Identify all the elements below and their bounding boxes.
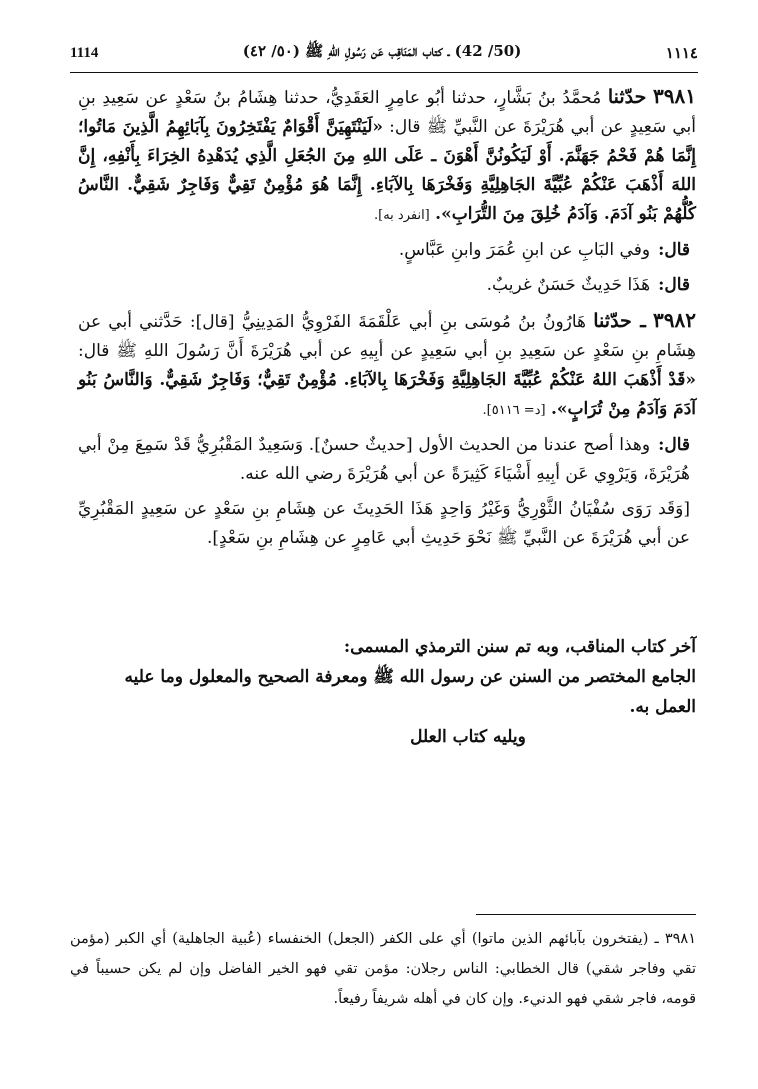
qal-text: وهذا أصح عندنا من الحديث الأول [حديثٌ حسنٌ]. وَسَعِيدٌ المَقْبُرِيُّ قَدْ سَمِعَ مِنْ أبي هُرَيْرَةَ، وَيَرْوِي عَن أبِيهِ أَشْيَاءَ كَثِيرَةً عن أبي هُرَيْرَةَ رضي الله عنه. bbox=[78, 435, 690, 484]
page-number-latin: 1114 bbox=[70, 44, 99, 61]
qal-paragraph bbox=[78, 431, 696, 489]
qal-paragraph bbox=[78, 236, 696, 265]
footnote-divider bbox=[476, 914, 696, 915]
closing-line: الجامع المختصر من السنن عن رسول الله ﷺ ومعرفة الصحيح والمعلول وما عليه العمل به. bbox=[124, 667, 696, 717]
hadith-matn: «لَيَنْتَهِيَنَّ أَقْوَامٌ يَفْتَخِرُونَ بِآبَائِهِمُ الَّذِينَ مَاتُوا؛ إِنَّمَا هُمْ فَحْمُ جَهَنَّمَ. أَوْ لَيَكُونُنَّ أَهْوَنَ ـ عَلَى اللهِ مِنَ الجُعَلِ الَّذِي يُدَهْدِهُ الخِرَاءَ بِأَنْفِهِ، إِنَّ اللهَ أَذْهَبَ عَنْكُمْ عُبِّيَّةَ الجَاهِلِيَّةِ وَفَخْرَهَا بِالآبَاءِ. إِنَّمَا هُوَ مُؤْمِنٌ تَقِيٌّ وَفَاجِرٌ شَقِيٌّ. النَّاسُ كُلُّهُمْ بَنُو آدَمَ. وَآدَمُ خُلِقَ مِنَ التُّرَابِ». bbox=[78, 117, 696, 224]
hadith-isnad: هَارُونُ بنُ مُوسَى بنِ أبي عَلْقَمَةَ الفَرْوِيُّ المَدِينِيُّ [قال]: حَدَّثني أبي عن هِشَامِ بنِ سَعْدٍ عن سَعِيدِ بنِ أبي سَعِيدٍ عن أبِيهِ عن أبي هُرَيْرَةَ أَنَّ رَسُولَ اللهِ ﷺ قال: bbox=[78, 312, 696, 361]
page-number-arabic: ١١١٤ bbox=[665, 45, 698, 62]
hadith-number: ٣٩٨٢ bbox=[653, 308, 697, 332]
qal-label: قال: bbox=[658, 275, 690, 295]
hadith-number: ٣٩٨١ bbox=[653, 84, 697, 108]
closing-line: آخر كتاب المناقب، وبه تم سنن الترمذي المسمى: bbox=[343, 637, 696, 657]
hadith-note: [انفرد به]. bbox=[373, 208, 430, 223]
qal-text: هَذَا حَدِيثٌ حَسَنٌ غريبٌ. bbox=[486, 275, 651, 295]
main-text bbox=[78, 82, 696, 559]
book-closing bbox=[90, 632, 696, 752]
page-header bbox=[70, 38, 698, 73]
hadith-note: [د= ٥١١٦]. bbox=[482, 403, 546, 418]
qal-paragraph bbox=[78, 271, 696, 300]
hadith-3982 bbox=[78, 306, 696, 425]
qal-label: قال: bbox=[658, 240, 690, 260]
closing-line: ويليه كتاب العلل bbox=[410, 727, 526, 747]
hadith-lead: حدّثنا bbox=[607, 86, 647, 108]
hadith-3981 bbox=[78, 82, 696, 230]
hadith-lead: ـ حدّثنا bbox=[593, 310, 646, 332]
hadith-isnad: مُحمَّدُ بنُ بَشَّارٍ، حدثنا أبُو عامِرٍ العَقَدِيُّ، حدثنا هِشَامُ بنُ سَعْدٍ عن سَعِيدِ بنِ أبي سَعِيدٍ عن أبي هُرَيْرَةَ عن النَّبيِّ ﷺ قال: bbox=[78, 88, 696, 137]
footnote: ٣٩٨١ ـ (يفتخرون بآبائهم الذين ماتوا) أي على الكفر (الجعل) الخنفساء (عُبية الجاهلية) أي الكبر (مؤمن تقي وفاجر شقي) قال الخطابي: الناس رجلان: مؤمن تقي فهو الخير الفاضل وإن لم يكن حسيباً في قومه، فاجر شقي فهو الدنيء. وإن كان في أهله شريفاً رفيعاً. bbox=[70, 931, 696, 1007]
hadith-matn: «قَدْ أَذْهَبَ اللهُ عَنْكُمْ عُبِّيَّةَ الجَاهِلِيَّةِ وَفَخْرَهَا بِالآبَاءِ. مُؤْمِنٌ تَقِيٌّ؛ وَفَاجِرٌ شَقِيٌّ. وَالنَّاسُ بَنُو آدَمَ وَآدَمُ مِنْ تُرَابٍ». bbox=[78, 370, 696, 419]
qal-text: وفي البَابِ عن ابنِ عُمَرَ وابنِ عَبَّاسٍ. bbox=[398, 240, 651, 260]
bracket-note: [وَقَد رَوَى سُفْيَانُ الثَّوْرِيُّ وَغَيْرُ وَاحِدٍ هَذَا الحَدِيثَ عن هِشَامِ بنِ سَعْدٍ عن سَعِيدٍ المَقْبُرِيِّ عن أبي هُرَيْرَةَ عن النَّبيِّ ﷺ نَحْوَ حَدِيثِ أبي عَامِرٍ عن هِشَامِ بنِ سَعْدٍ]. bbox=[78, 499, 690, 548]
running-title: (50/ 42) ـ كتاب المَنَاقِب عَن رَسُولِ اللهِ ﷺ (٥٠/ ٤٢) bbox=[242, 42, 522, 60]
qal-label: قال: bbox=[658, 435, 690, 455]
